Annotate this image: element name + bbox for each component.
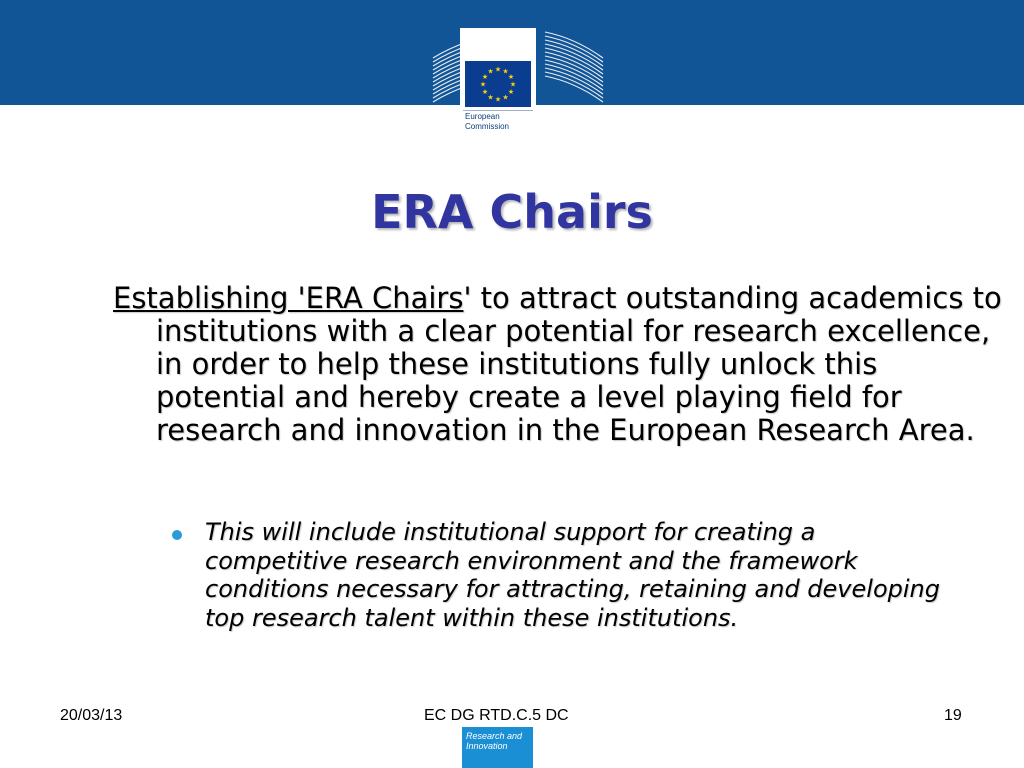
footer-date: 20/03/13 [60, 707, 123, 724]
bullet-icon [172, 530, 182, 540]
logo-text-line2: Commission [465, 122, 510, 131]
star-icon: ★ [494, 95, 502, 104]
star-icon: ★ [481, 88, 489, 96]
star-icon: ★ [481, 73, 489, 81]
star-icon: ★ [507, 88, 515, 96]
logo-text [465, 112, 509, 132]
underlined-link-text: Establishing 'ERA Chairs [113, 281, 464, 315]
footer-page-number: 19 [944, 707, 962, 724]
star-icon: ★ [509, 80, 517, 89]
main-paragraph [113, 282, 1006, 447]
star-icon: ★ [494, 65, 502, 74]
paragraph-text: ' to attract outstanding academics to institutions with a clear potential for research excellence, in order to help these institutions fully unlock this potential and hereby create a level playing field for research and innovation in the European Research Area. [156, 281, 1002, 447]
slide-title: ERA Chairs [371, 185, 653, 239]
berlaymont-building-icon [425, 28, 610, 143]
star-icon: ★ [502, 67, 509, 76]
star-icon: ★ [479, 80, 487, 89]
badge-line2: Innovation [466, 741, 508, 751]
star-icon: ★ [502, 93, 509, 102]
star-icon: ★ [487, 67, 494, 76]
badge-line1: Research and [466, 731, 523, 741]
research-innovation-badge [462, 727, 533, 768]
footer-center-text: EC DG RTD.C.5 DC [424, 707, 569, 724]
star-icon: ★ [507, 73, 515, 81]
star-icon: ★ [487, 93, 494, 102]
bullet-text: This will include institutional support for creating a competitive research environment and the framework conditions necessary for attracting, retaining and developing top research talent within these institutions. [205, 518, 940, 632]
logo-text-line1: European [465, 112, 500, 121]
european-commission-logo [425, 28, 610, 143]
